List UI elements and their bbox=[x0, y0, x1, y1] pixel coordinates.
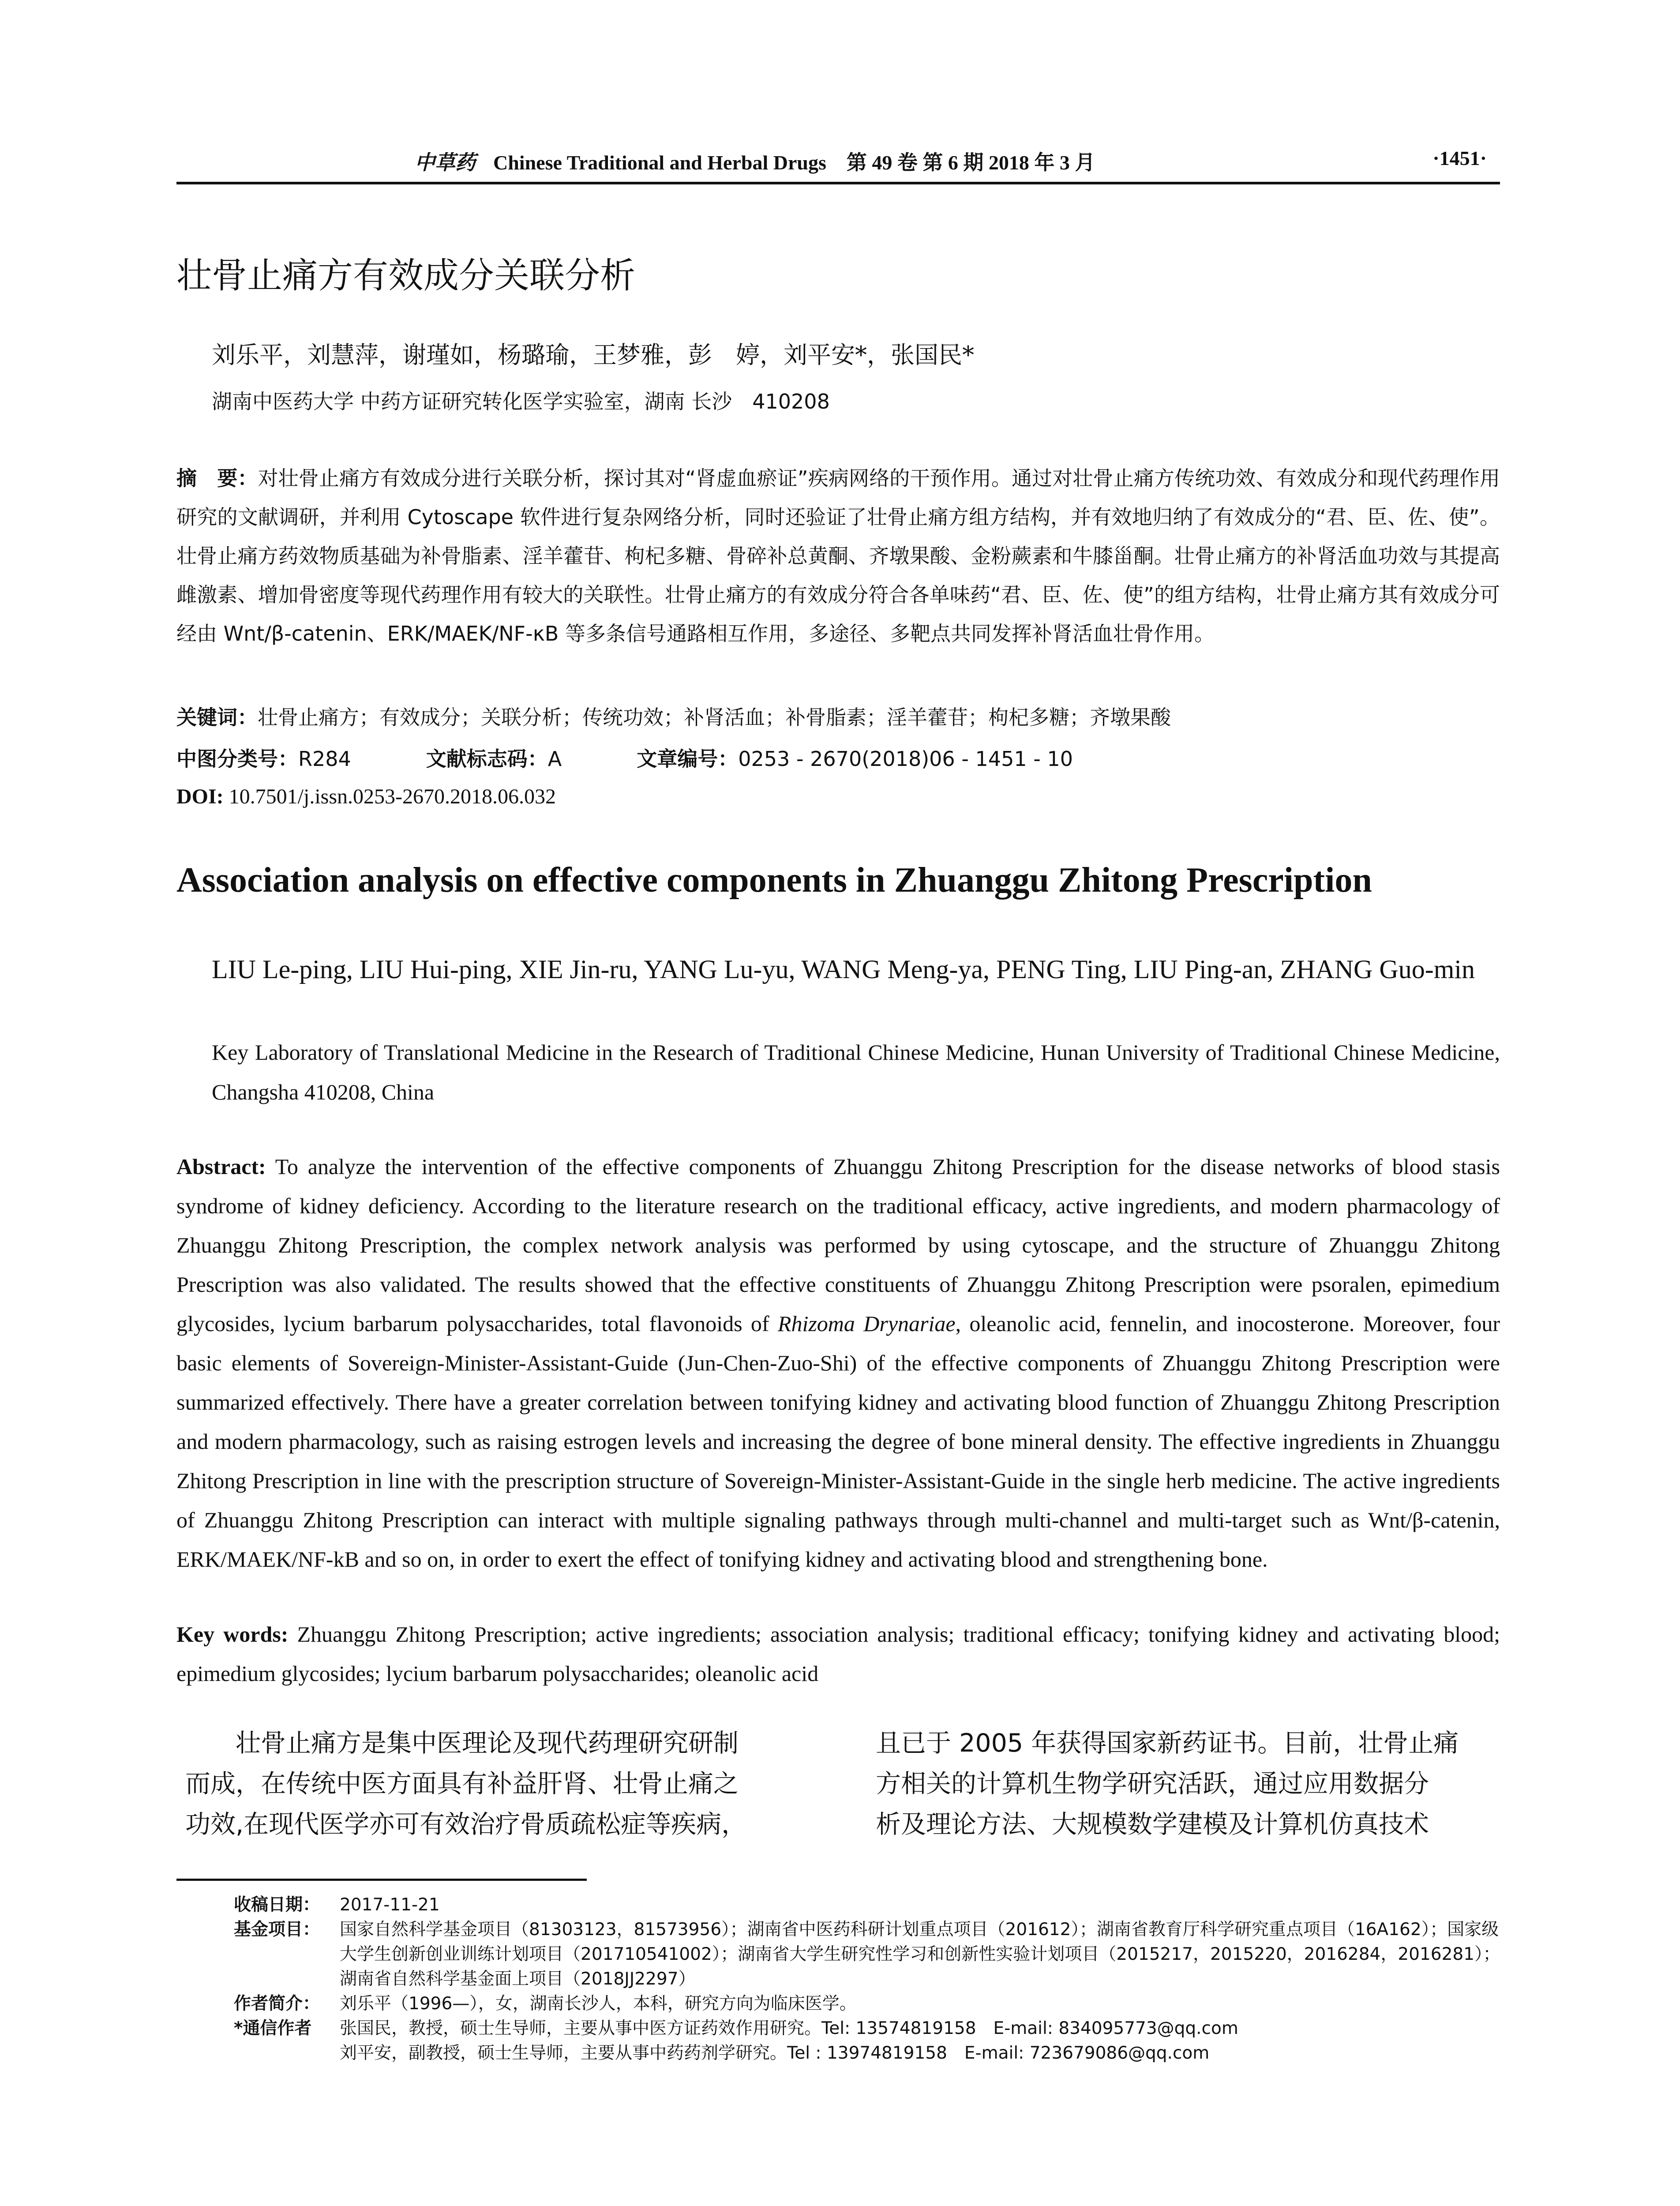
journal-line: Chinese Traditional and Herbal Drugs 第 49 卷 第 6 期 2018 年 3 月 bbox=[493, 151, 1095, 174]
keywords-cn-label: 关键词： bbox=[176, 705, 258, 729]
title-en: Association analysis on effective components in Zhuanggu Zhitong Prescription bbox=[176, 861, 1372, 900]
footnote-corresponding bbox=[234, 2016, 1504, 2041]
keywords-en-text: Zhuanggu Zhitong Prescription; active ingredients; association analysis; traditional efficacy; tonifying kidney and activating blood; epimedium glycosides; lycium barbarum polysaccharides; oleanolic acid bbox=[176, 1622, 1500, 1686]
keywords-en-label: Key words: bbox=[176, 1622, 289, 1647]
article-number-value: 0253 - 2670(2018)06 - 1451 - 10 bbox=[738, 747, 1073, 771]
keywords-cn bbox=[176, 702, 1500, 731]
body-column-left bbox=[185, 1723, 799, 1845]
journal-cn-mark: 中草药 bbox=[415, 151, 476, 174]
doc-code-label: 文献标志码： bbox=[426, 747, 548, 771]
doc-code-value: A bbox=[548, 747, 562, 771]
footnotes bbox=[234, 1893, 1504, 2066]
footnote-received bbox=[234, 1893, 1504, 1917]
corresponding-2: 刘平安，副教授，硕士生导师，主要从事中药药剂学研究。Tel : 13974819158 E-mail: 723679086@qq.com bbox=[340, 2043, 1210, 2063]
affiliation-cn: 湖南中医药大学 中药方证研究转化医学实验室，湖南 长沙 410208 bbox=[212, 390, 830, 413]
received-label: 收稿日期： bbox=[234, 1895, 320, 1915]
body-line: 且已于 2005 年获得国家新药证书。目前，壮骨止痛 bbox=[876, 1729, 1459, 1758]
footnote-author bbox=[234, 1992, 1504, 2016]
body-line: 析及理论方法、大规模数学建模及计算机仿真技术 bbox=[876, 1810, 1429, 1839]
body-line: 功效,在现代医学亦可有效治疗骨质疏松症等疾病， bbox=[185, 1810, 747, 1839]
abstract-cn-label: 摘 要： bbox=[176, 466, 258, 490]
keywords-cn-text: 壮骨止痛方；有效成分；关联分析；传统功效；补肾活血；补骨脂素；淫羊藿苷；枸杞多糖；齐墩果酸 bbox=[258, 705, 1171, 729]
corresponding-1: 张国民，教授，硕士生导师，主要从事中医方证药效作用研究。Tel: 13574819158 E-mail: 834095773@qq.com bbox=[340, 2018, 1238, 2038]
abstract-en bbox=[176, 1147, 1500, 1579]
footnote-fund bbox=[234, 1917, 1504, 1992]
running-header bbox=[176, 142, 1500, 184]
title-cn: 壮骨止痛方有效成分关联分析 bbox=[176, 255, 635, 296]
doi-value[interactable]: 10.7501/j.issn.0253-2670.2018.06.032 bbox=[229, 785, 556, 808]
footnote-corresponding-2 bbox=[234, 2041, 1504, 2066]
clc-value: R284 bbox=[298, 747, 351, 771]
authors-en: LIU Le-ping, LIU Hui-ping, XIE Jin-ru, YANG Lu-yu, WANG Meng-ya, PENG Ting, LIU Ping-an, ZHANG Guo-min bbox=[212, 955, 1475, 984]
keywords-en bbox=[176, 1615, 1500, 1693]
received-date: 2017-11-21 bbox=[340, 1895, 440, 1915]
doi-line bbox=[176, 784, 556, 809]
abstract-cn-text: 对壮骨止痛方有效成分进行关联分析，探讨其对“肾虚血瘀证”疾病网络的干预作用。通过对壮骨止痛方传统功效、有效成分和现代药理作用研究的文献调研，并利用 Cytoscape 软件进行复杂网络分析，同时还验证了壮骨止痛方组方结构，并有效地归纳了有效成分的“君、臣、佐、使”。壮骨止痛方药效物质基础为补骨脂素、淫羊藿苷、枸杞多糖、骨碎补总黄酮、齐墩果酸、金粉蕨素和牛膝甾酮。壮骨止痛方的补肾活血功效与其提高雌激素、增加骨密度等现代药理作用有较大的关联性。壮骨止痛方的有效成分符合各单味药“君、臣、佐、使”的组方结构，壮骨止痛方其有效成分可经由 Wnt/β-catenin、ERK/MAEK/NF-κB 等多条信号通路相互作用，多途径、多靶点共同发挥补肾活血壮骨作用。 bbox=[176, 466, 1500, 645]
journal-info bbox=[415, 146, 1095, 176]
doi-label: DOI: bbox=[176, 785, 224, 808]
body-line: 壮骨止痛方是集中医理论及现代药理研究研制 bbox=[236, 1729, 739, 1758]
author-bio: 刘乐平（1996—），女，湖南长沙人，本科，研究方向为临床医学。 bbox=[340, 1994, 857, 2014]
abstract-cn bbox=[176, 459, 1500, 653]
fund-label: 基金项目： bbox=[234, 1920, 320, 1940]
abstract-en-text-1: To analyze the intervention of the effective components of Zhuanggu Zhitong Prescription for the disease networks of blood stasis syndrome of kidney deficiency. According to the literature research on the traditional efficacy, active ingredients, and modern pharmacology of Zhuanggu Zhitong Prescription, the complex network analysis was performed by using cytoscape, and the structure of Zhuanggu Zhitong Prescription was also validated. The results showed that the effective constituents of Zhuanggu Zhitong Prescription were psoralen, epimedium glycosides, lycium barbarum polysaccharides, total flavonoids of bbox=[176, 1154, 1500, 1336]
abstract-en-italic: Rhizoma Drynariae bbox=[777, 1311, 956, 1336]
article-number-label: 文章编号： bbox=[637, 747, 739, 771]
body-column-right bbox=[876, 1723, 1489, 1845]
footnote-divider bbox=[176, 1879, 587, 1881]
body-line: 而成，在传统中医方面具有补益肝肾、壮骨止痛之 bbox=[185, 1769, 739, 1798]
authors-cn: 刘乐平，刘慧萍，谢瑾如，杨璐瑜，王梦雅，彭 婷，刘平安*，张国民* bbox=[212, 341, 974, 369]
body-line: 方相关的计算机生物学研究活跃，通过应用数据分 bbox=[876, 1769, 1429, 1798]
page-number: ·1451· bbox=[1432, 147, 1487, 169]
abstract-en-label: Abstract: bbox=[176, 1154, 266, 1179]
author-label: 作者简介： bbox=[234, 1994, 320, 2014]
classification-line bbox=[176, 743, 1073, 772]
corresponding-label: *通信作者 bbox=[234, 2018, 312, 2038]
abstract-en-text-2: , oleanolic acid, fennelin, and inocosterone. Moreover, four basic elements of Sovereign-Minister-Assistant-Guide (Jun-Chen-Zuo-Shi) of the effective components of Zhuanggu Zhitong Prescription were summarized effectively. There have a greater correlation between tonifying kidney and activating blood function of Zhuanggu Zhitong Prescription and modern pharmacology, such as raising estrogen levels and increasing the degree of bone mineral density. The effective ingredients in Zhuanggu Zhitong Prescription in line with the prescription structure of Sovereign-Minister-Assistant-Guide in the single herb medicine. The active ingredients of Zhuanggu Zhitong Prescription can interact with multiple signaling pathways through multi-channel and multi-target such as Wnt/β-catenin, ERK/MAEK/NF-kB and so on, in order to exert the effect of tonifying kidney and activating blood and strengthening bone. bbox=[176, 1311, 1500, 1572]
affiliation-en: Key Laboratory of Translational Medicine in the Research of Traditional Chinese Medicine, Hunan University of Traditional Chinese Medicine, Changsha 410208, China bbox=[212, 1040, 1500, 1104]
fund-text: 国家自然科学基金项目（81303123，81573956）；湖南省中医药科研计划重点项目（201612）；湖南省教育厅科学研究重点项目（16A162）；国家级大学生创新创业训练计划项目（201710541002）；湖南省大学生研究性学习和创新性实验计划项目（2015217，2015220，2016284，2016281）；湖南省自然科学基金面上项目（2018JJ2297） bbox=[340, 1920, 1500, 1989]
clc-label: 中图分类号： bbox=[176, 747, 298, 771]
